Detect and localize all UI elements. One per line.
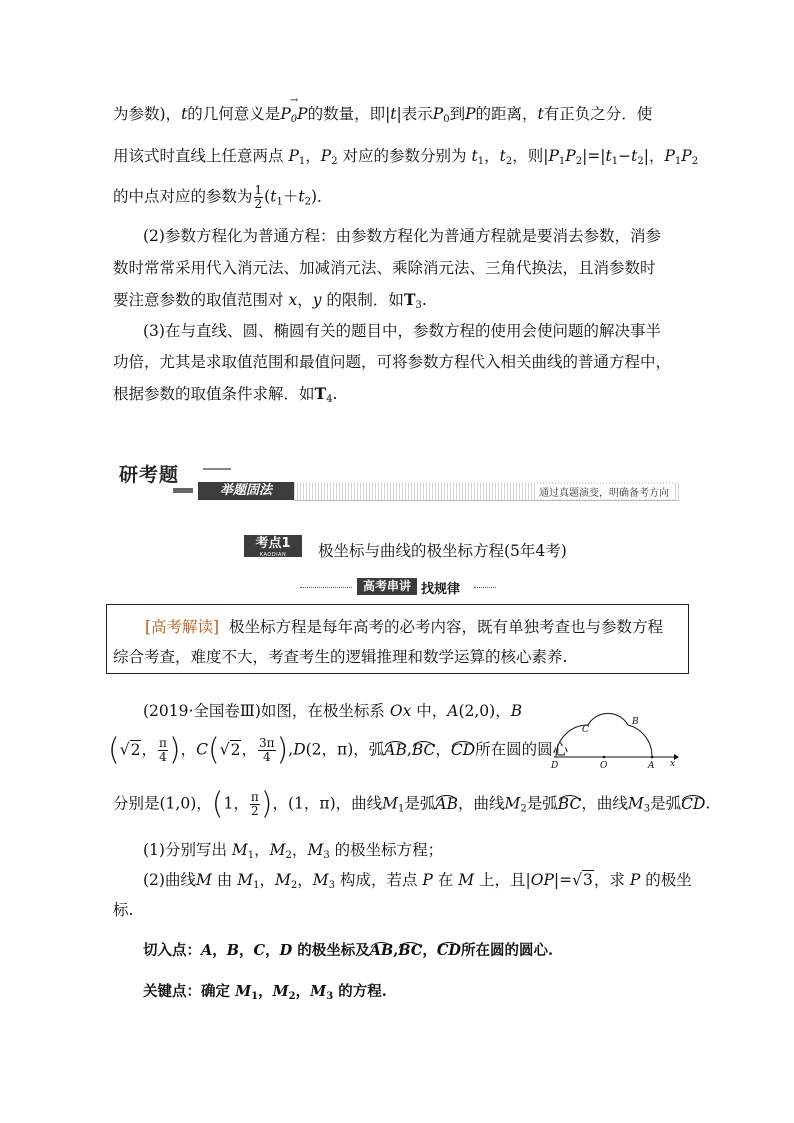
vector-p0p: → $P_0P$ <box>280 95 308 125</box>
key-point: 关键点：确定 $M_1$，$M_2$，$M_3$ 的方程. <box>143 983 387 1002</box>
kaodian-badge: 考点1 KAODIAN <box>244 535 302 557</box>
entry-point: 切入点：A，B，C，D 的极坐标及AB,BC，CD所在圆的圆心. <box>143 942 554 959</box>
problem-line: 标. <box>113 901 134 919</box>
text-line: 为参数)，t的几何意义是 → $P_0P$的数量，即|t|表示$P_0$到P的距离，t有正负之分．使 <box>113 95 653 125</box>
interpretation-label: [高考解读] <box>145 618 220 636</box>
text-line: (3)在与直线、圆、椭圆有关的题目中，参数方程的使用会使问题的解决事半 <box>143 322 661 340</box>
arc-ab <box>628 725 652 757</box>
dotted-divider <box>474 587 496 588</box>
text-line: 要注意参数的取值范围对 x，y 的限制．如$T_3$. <box>113 290 427 311</box>
section-banner <box>113 458 679 502</box>
text-line: 功倍，尤其是求取值范围和最值问题，可将参数方程代入相关曲线的普通方程中， <box>113 353 672 371</box>
label-d: D <box>551 761 559 771</box>
problem-line: (√2， $\frac{\pi}{4}$ )，C(√2， $\frac{3\pi}{4}$ ),D(2，π)，弧AB,BC，CD所在圆的圆心 <box>108 732 569 768</box>
problem-line: (1)分别写出 $M_1$，$M_2$，$M_3$ 的极坐标方程； <box>143 841 444 861</box>
label-b: B <box>632 717 639 727</box>
kaodian-title: 极坐标与曲线的极坐标方程(5年4考) <box>318 542 567 560</box>
arc-bc <box>588 713 628 725</box>
label-o: O <box>600 761 608 771</box>
point-o <box>603 756 606 759</box>
label-x: x <box>670 759 676 769</box>
gaokao-text: 找规律 <box>421 582 461 597</box>
text-line: 数时常常采用代入消元法、加减消元法、乘除消元法、三角代换法，且消参数时 <box>113 259 656 277</box>
text-line: 用该式时直线上任意两点 $P_1$，$P_2$ 对应的参数分别为 $t_1$，$t_2$，则$|P_1P_2|=|t_1-t_2|$，$P_1P_2$ <box>113 147 699 167</box>
text-line: (2)参数方程化为普通方程：由参数方程化为普通方程就是要消去参数，消参 <box>143 227 661 245</box>
problem-line: (2)曲线M 由 $M_1$，$M_2$，$M_3$ 构成，若点 P 在 M 上，且|OP|=√3，求 P 的极坐 <box>143 871 692 891</box>
dotted-divider <box>300 587 352 588</box>
text-line: 的中点对应的参数为 $\frac{1}{2}$ $(t_1+t_2)$． <box>113 183 333 212</box>
problem-line: 分别是(1,0)，(1， $\frac{\pi}{2}$ )，(1，π)，曲线$M_1$是弧AB，曲线$M_2$是弧BC，曲线$M_3$是弧CD. <box>113 786 711 822</box>
problem-line: (2019·全国卷Ⅲ)如图，在极坐标系 Ox 中，A(2,0)，B <box>143 702 523 720</box>
section-title: 研考题 <box>119 464 180 486</box>
point-a <box>651 756 654 759</box>
label-c: C <box>582 725 589 735</box>
interpretation-box: [高考解读] 极坐标方程是每年高考的必考内容，既有单独考查也与参数方程 综合考查，难度不大，考查考生的逻辑推理和数学运算的核心素养. <box>106 604 689 674</box>
text-line: 根据参数的取值条件求解．如$T_4$. <box>113 384 338 405</box>
label-a: A <box>648 761 655 771</box>
gaokao-badge: 高考串讲 <box>357 578 417 595</box>
banner-decoration <box>203 468 231 470</box>
polar-figure <box>548 700 684 772</box>
fraction: $\frac{1}{2}$ <box>254 183 263 212</box>
banner-decoration <box>173 488 193 493</box>
section-subtitle: 举题固法 <box>198 482 294 500</box>
section-tagline: 通过真题演变，明确备考方向 <box>535 484 673 499</box>
